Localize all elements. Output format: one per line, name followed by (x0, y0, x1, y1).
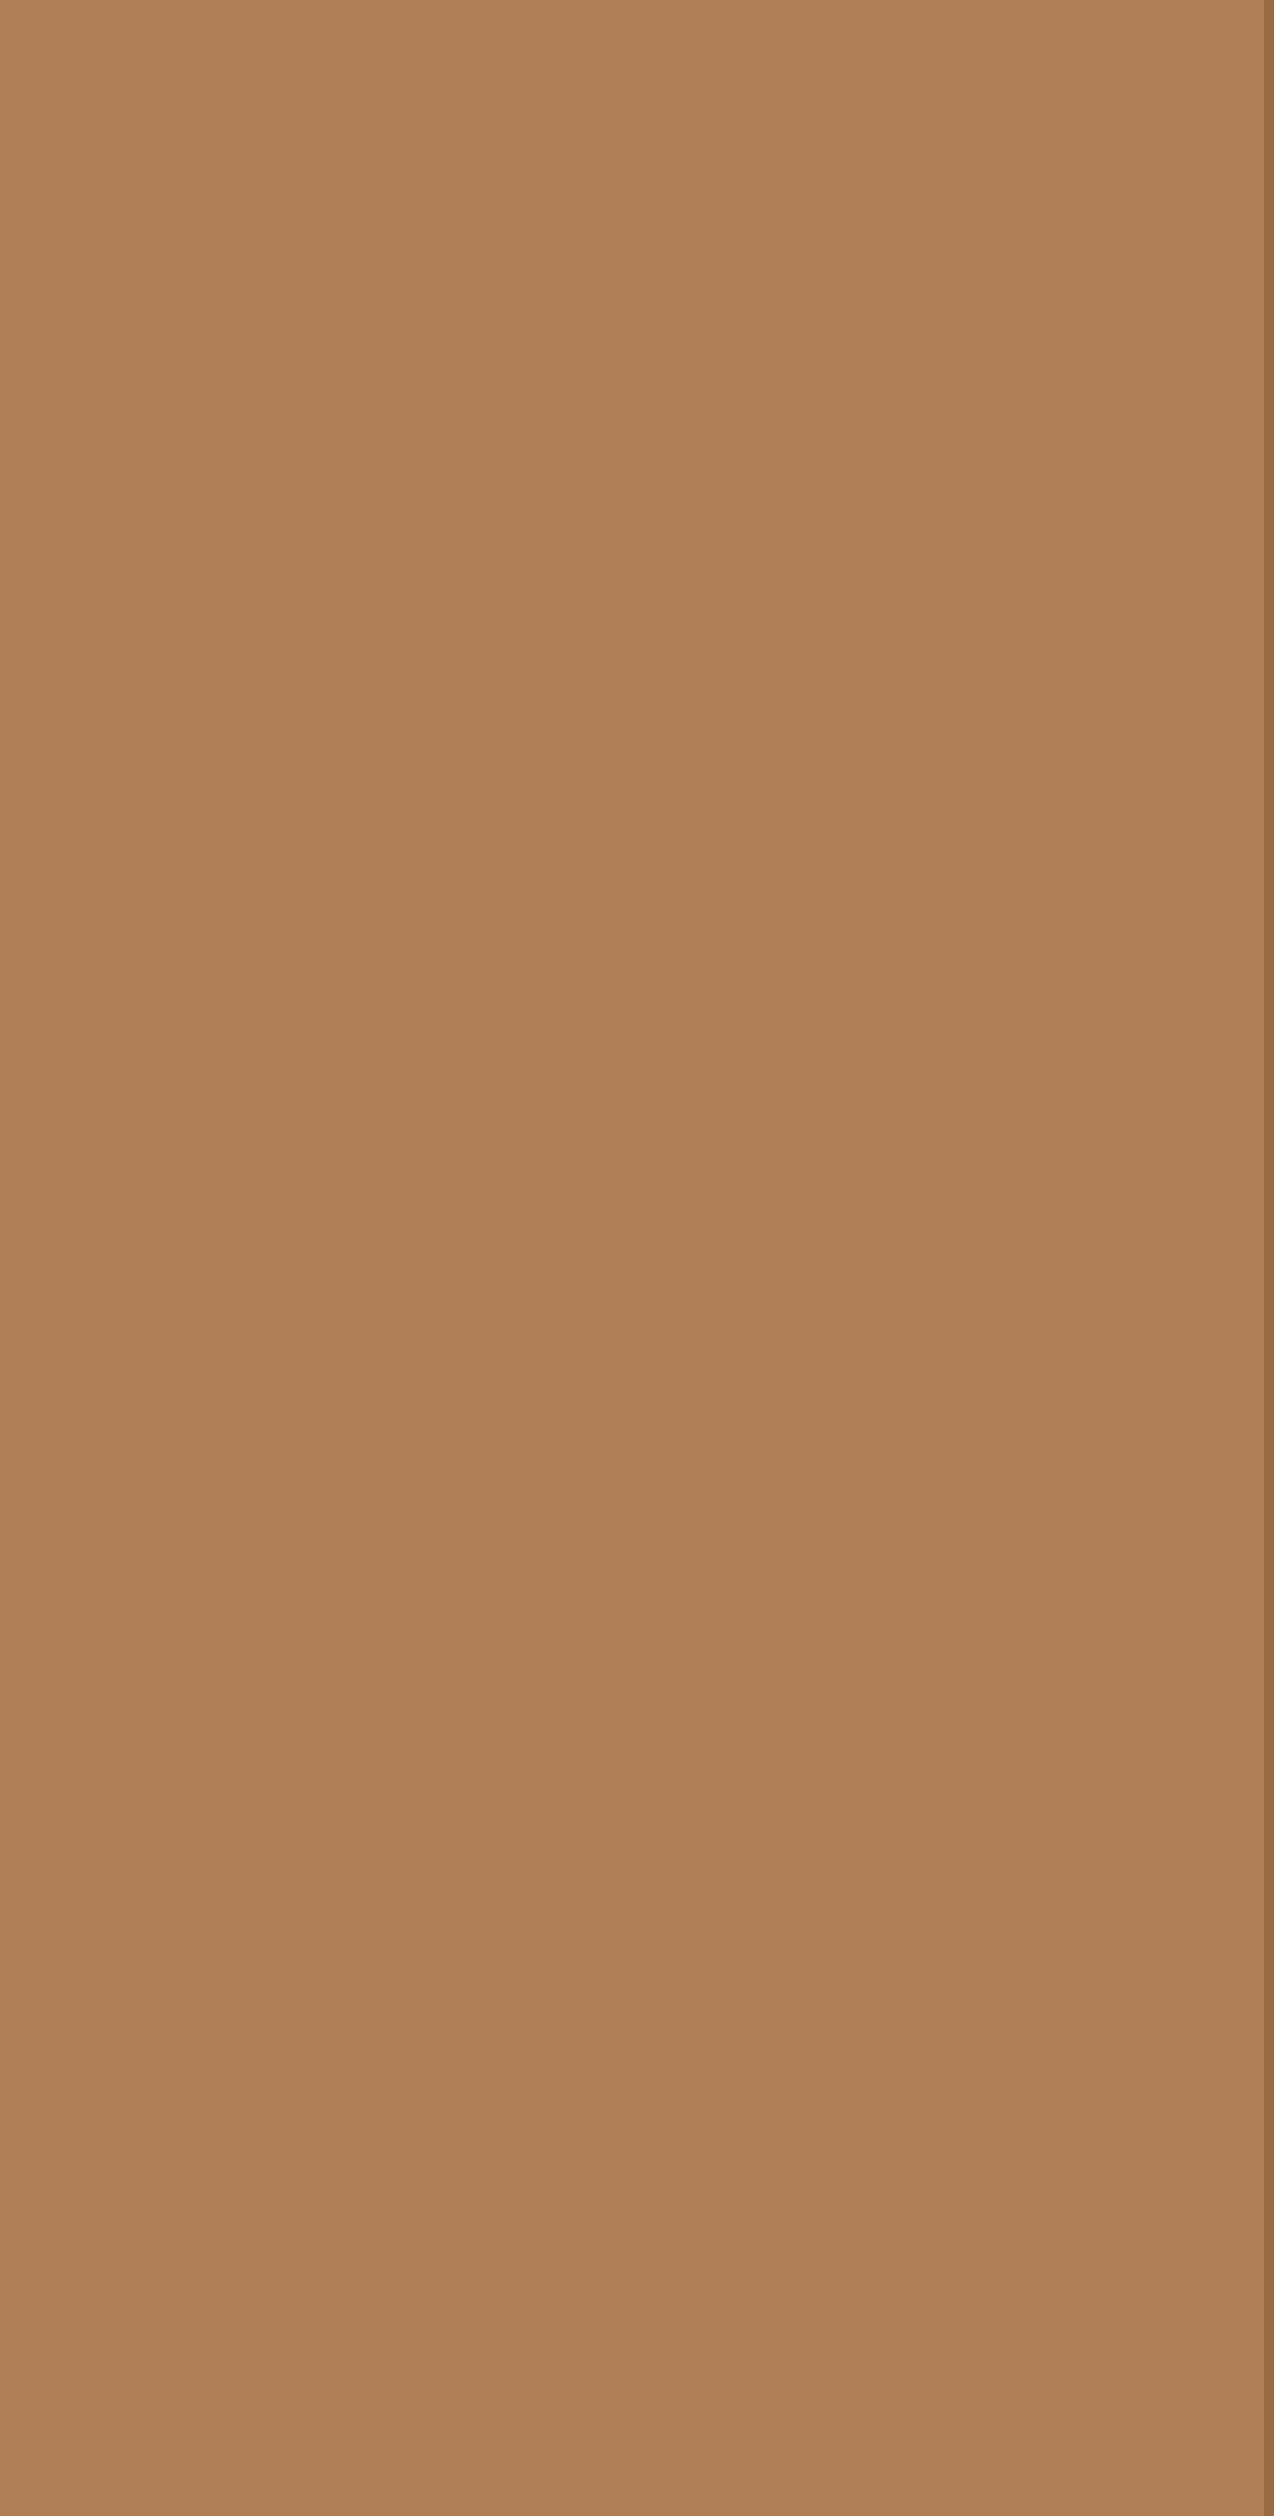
stanza-lines (140, 114, 1244, 172)
opening-line (140, 114, 1244, 172)
stanza-1 (96, 114, 1244, 172)
page-edge (1264, 0, 1274, 2516)
opening-line-text (174, 118, 216, 168)
